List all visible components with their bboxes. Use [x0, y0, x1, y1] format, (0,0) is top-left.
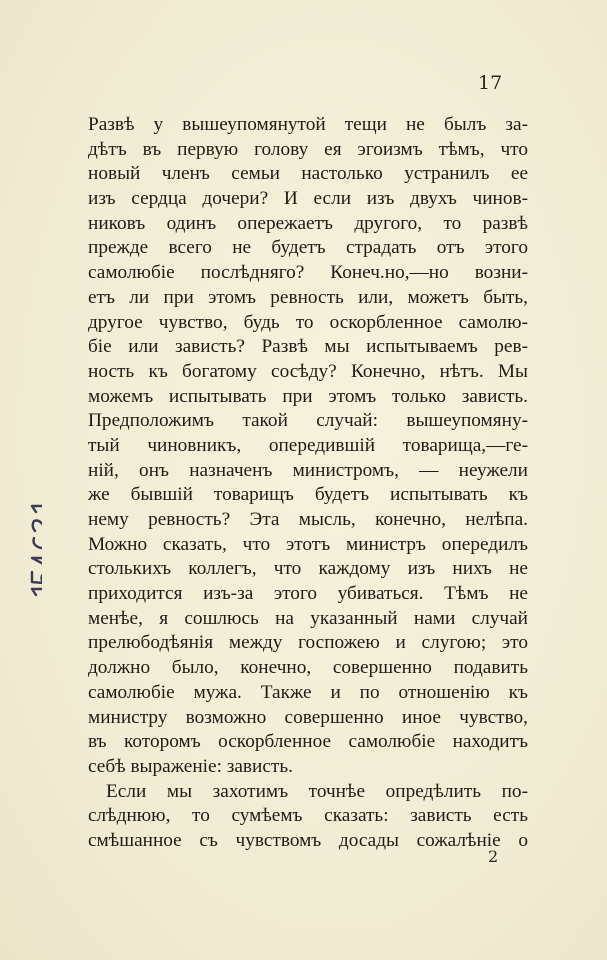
text-line: Развѣ у вышеупомянутой тещи не былъ за- [88, 114, 528, 135]
signature-mark: 2 [488, 847, 499, 866]
body-text [88, 113, 528, 854]
text-line: ній, онъ назначенъ министромъ, — неужели [88, 459, 528, 481]
text-line: Можно сказать, что этотъ министръ опередилъ [88, 533, 528, 555]
text-line: другое чувство, будь то оскорбленное самолю- [88, 311, 528, 333]
page-number: 17 [478, 72, 503, 94]
text-line: Если мы захотимъ точнѣе опредѣлить по- [106, 780, 528, 802]
text-line: столькихъ коллегъ, что каждому изъ нихъ не [88, 558, 528, 580]
text-line: біе или зависть? Развѣ мы испытываемъ рев- [88, 336, 528, 358]
text-line: въ которомъ оскорбленное самолюбіе находитъ [88, 731, 528, 753]
text-line: прежде всего не будетъ страдать отъ этого [88, 237, 528, 259]
text-line: приходится изъ-за этого убиваться. Тѣмъ не [88, 583, 528, 605]
text-line: дѣтъ въ первую голову ея эгоизмъ тѣмъ, что [88, 138, 528, 160]
text-line: изъ сердца дочери? И если изъ двухъ чинов- [88, 188, 528, 210]
library-stamp-icon [2, 480, 42, 600]
text-line: же бывшій товарищъ будетъ испытывать къ [88, 484, 528, 506]
text-line: никовъ одинъ опережаетъ другого, то развѣ [88, 212, 528, 234]
text-line: себѣ выраженіе: зависть. [88, 755, 293, 777]
text-line: смѣшанное съ чувствомъ досады сожалѣніе о [88, 829, 528, 851]
text-line: менѣе, я сошлюсь на указанный нами случай [88, 607, 528, 629]
text-line: нему ревность? Эта мысль, конечно, нелѣпа. [88, 509, 528, 530]
text-line: можемъ испытывать при этомъ только зависть. [88, 385, 528, 407]
text-line: Предположимъ такой случай: вышеупомяну- [88, 410, 528, 432]
text-line: етъ ли при этомъ ревность или, можетъ быть, [88, 286, 528, 308]
text-line: министру возможно совершенно иное чувство, [88, 706, 528, 728]
text-line: должно было, конечно, совершенно подавить [88, 657, 528, 679]
text-line: самолюбіе мужа. Также и по отношенію къ [88, 681, 528, 703]
text-line: самолюбіе послѣдняго? Конеч.но,—но возни- [88, 262, 528, 284]
text-line: ность къ богатому сосѣду? Конечно, нѣтъ. Мы [88, 360, 528, 382]
text-line: слѣднюю, то сумѣемъ сказать: зависть есть [88, 805, 528, 827]
text-line: новый членъ семьи настолько устранилъ ее [88, 163, 528, 185]
text-line: тый чиновникъ, опередившій товарища,—ге- [88, 434, 528, 456]
text-line: прелюбодѣянія между госпожею и слугою; это [88, 632, 528, 654]
